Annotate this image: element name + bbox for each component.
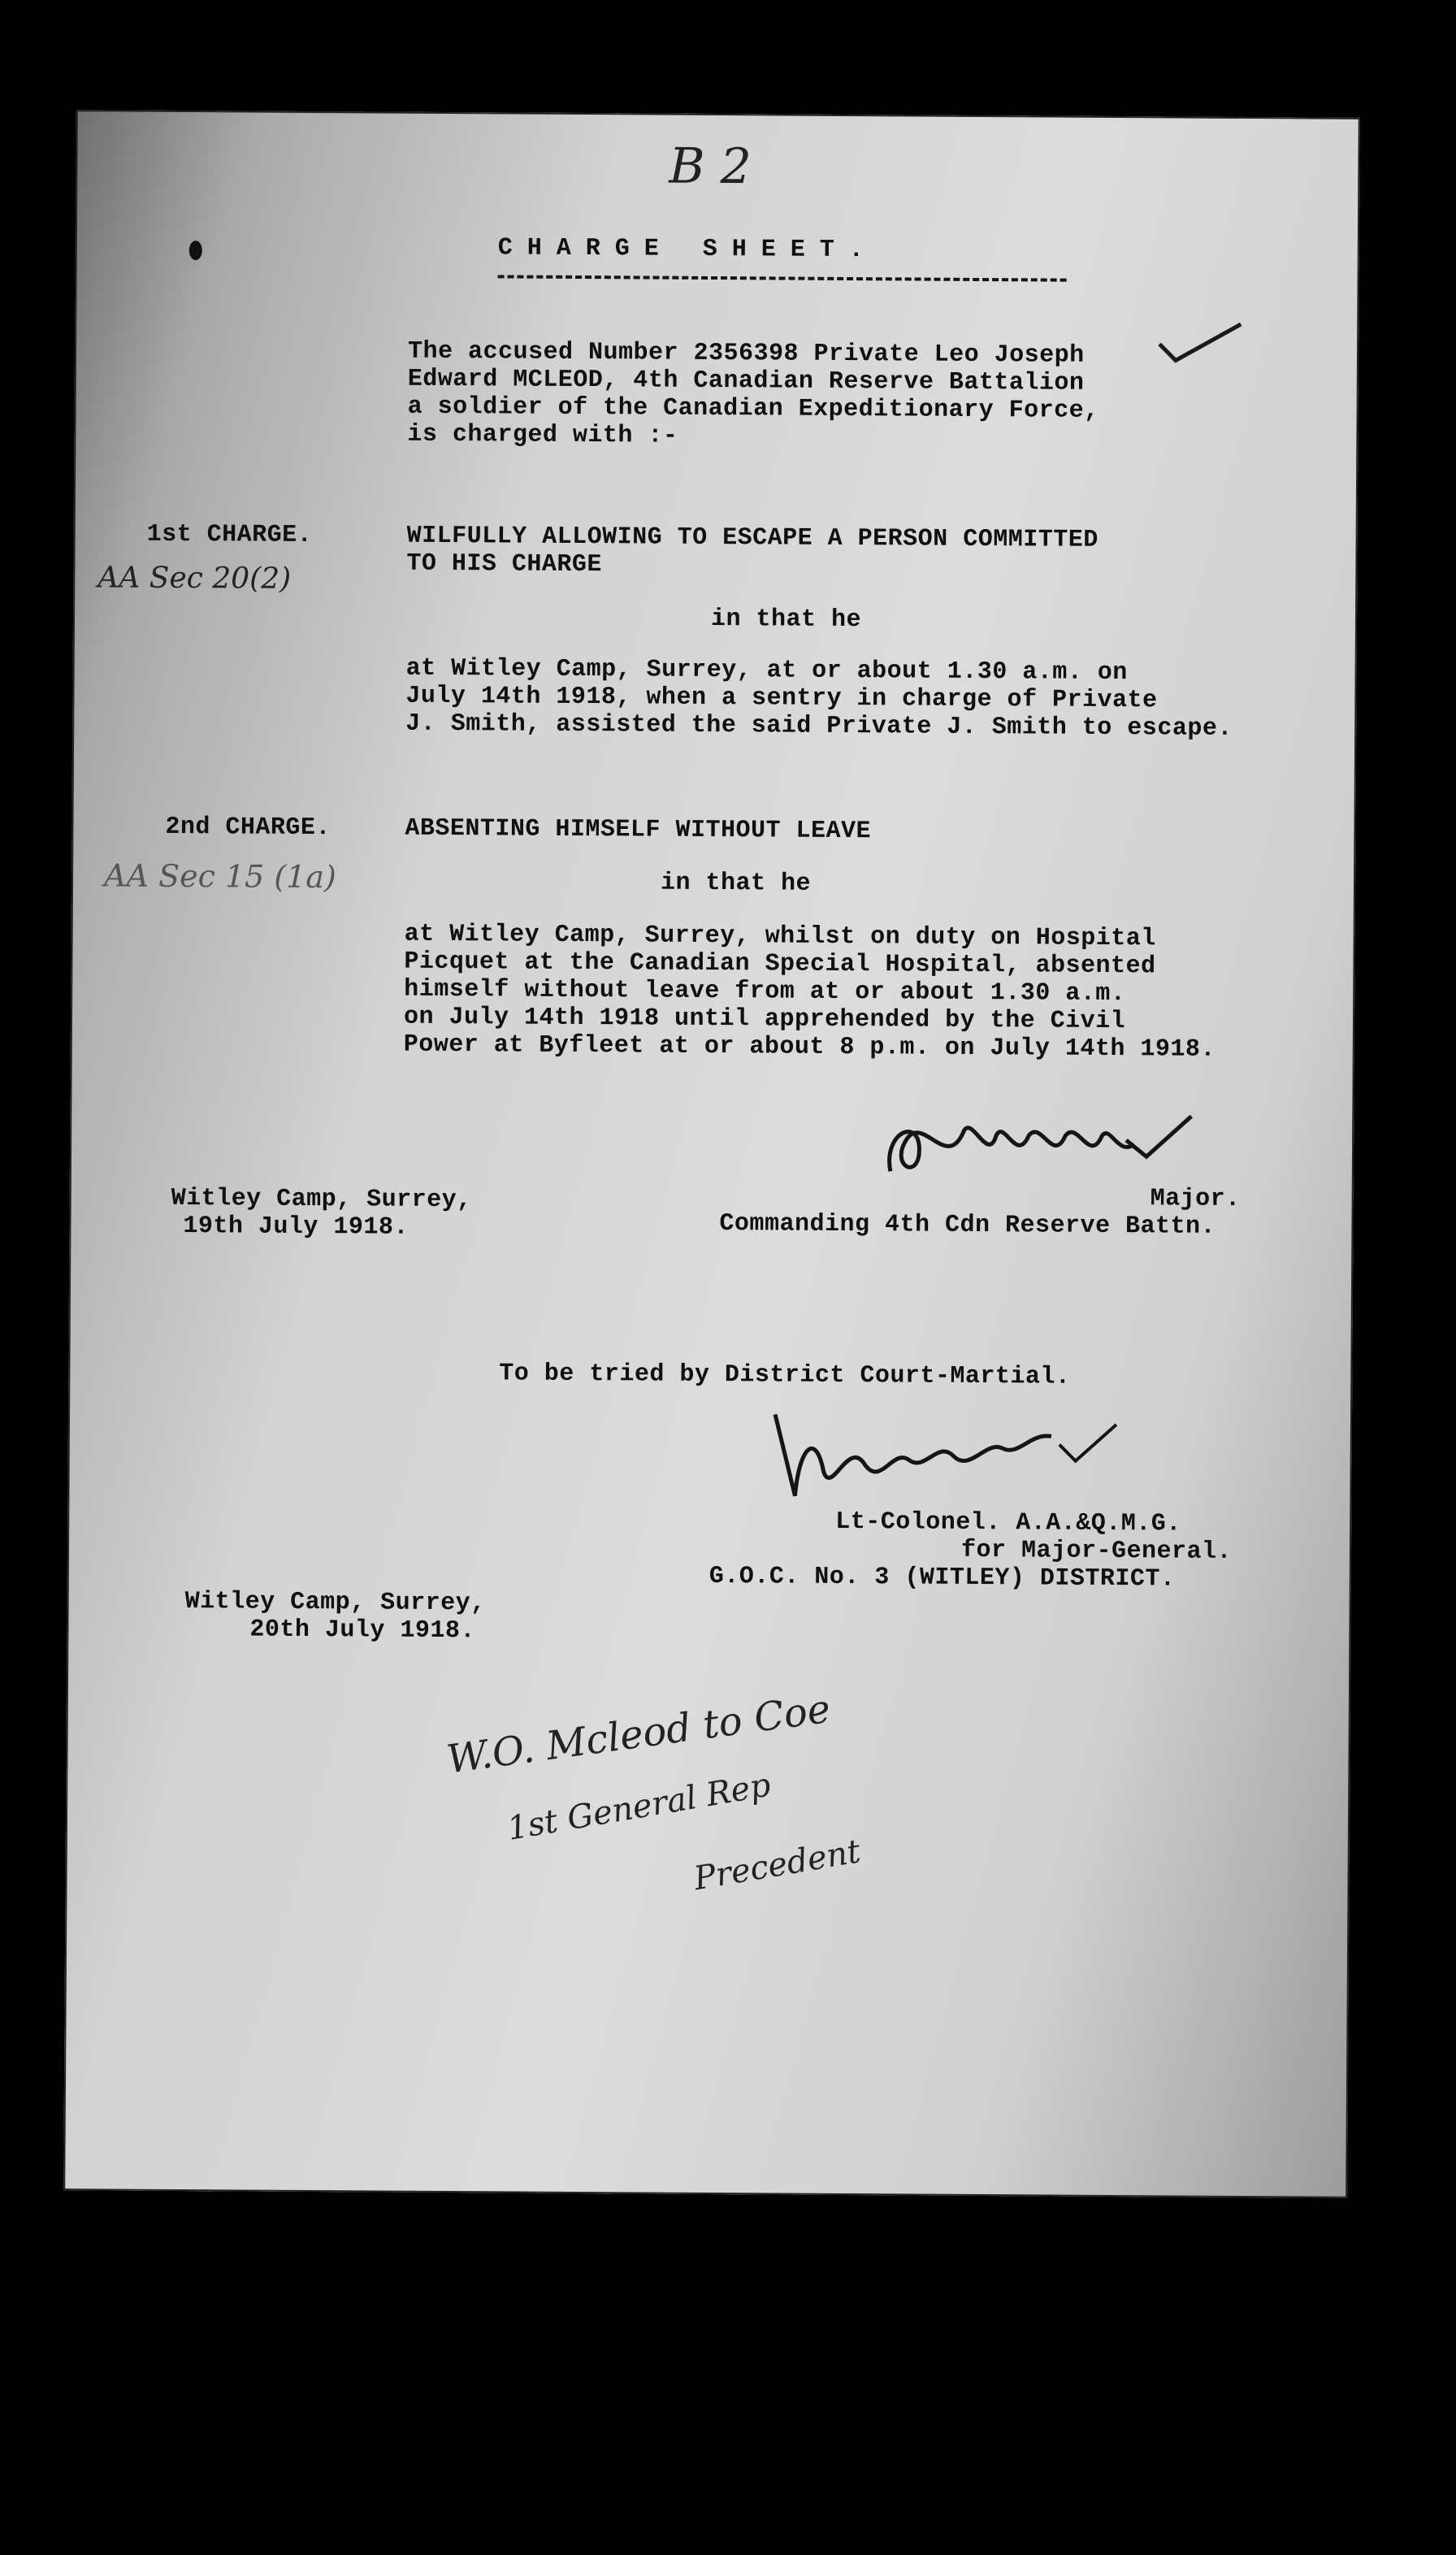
major-signature bbox=[874, 1098, 1200, 1189]
charge1-detail-line: at Witley Camp, Surrey, at or about 1.30 a.m. on bbox=[405, 654, 1128, 688]
charge2-handwritten-ref: AA Sec 15 (1a) bbox=[103, 857, 336, 896]
charge1-offence-line: WILFULLY ALLOWING TO ESCAPE A PERSON COMMITTED bbox=[406, 522, 1098, 554]
charge2-in-that: in that he bbox=[660, 869, 812, 898]
signature2-district: G.O.C. No. 3 (WITLEY) DISTRICT. bbox=[708, 1562, 1176, 1594]
signature1-rank: Major. bbox=[1150, 1185, 1241, 1213]
bottom-note-line: W.O. Mcleod to Coe bbox=[444, 1685, 834, 1783]
accused-line: a soldier of the Canadian Expeditionary Force, bbox=[407, 393, 1099, 425]
accused-line: Edward MCLEOD, 4th Canadian Reserve Battalion bbox=[407, 365, 1085, 397]
lt-colonel-signature bbox=[750, 1398, 1124, 1514]
charge2-detail-line: Picquet at the Canadian Special Hospital, absented bbox=[404, 948, 1156, 981]
charge1-handwritten-ref: AA Sec 20(2) bbox=[98, 561, 292, 596]
charge-sheet-document bbox=[63, 110, 1360, 2198]
signature2-for-line: for Major-General. bbox=[960, 1536, 1233, 1566]
charge1-detail-line: July 14th 1918, when a sentry in charge of Private bbox=[405, 682, 1158, 715]
charge1-in-that: in that he bbox=[710, 605, 862, 635]
punch-mark bbox=[189, 241, 202, 260]
trial-order: To be tried by District Court-Martial. bbox=[499, 1360, 1071, 1391]
signature1-title: Commanding 4th Cdn Reserve Battn. bbox=[719, 1210, 1216, 1241]
charge1-detail-line: J. Smith, assisted the said Private J. Smith to escape. bbox=[405, 709, 1233, 743]
bottom-note-line: 1st General Rep bbox=[505, 1766, 774, 1848]
charge2-detail-line: Power at Byfleet at or about 8 p.m. on July 14th 1918. bbox=[403, 1030, 1216, 1064]
charge1-label: 1st CHARGE. bbox=[146, 520, 313, 549]
accused-line: is charged with :- bbox=[407, 420, 678, 450]
charge2-detail-line: at Witley Camp, Surrey, whilst on duty on Hospital bbox=[404, 920, 1156, 953]
signature2-rank: Lt-Colonel. A.A.&Q.M.G. bbox=[835, 1507, 1181, 1538]
charge2-detail-line: himself without leave from at or about 1.30 a.m. bbox=[404, 975, 1126, 1009]
signature1-date: 19th July 1918. bbox=[183, 1212, 410, 1242]
signature2-date: 20th July 1918. bbox=[249, 1616, 476, 1646]
accused-line: The accused Number 2356398 Private Leo Joseph bbox=[407, 337, 1085, 370]
title-underline bbox=[498, 275, 1067, 281]
charge1-offence-line: TO HIS CHARGE bbox=[406, 549, 603, 579]
document-title: CHARGE SHEET. bbox=[497, 234, 878, 265]
charge2-offence: ABSENTING HIMSELF WITHOUT LEAVE bbox=[405, 814, 872, 846]
bottom-note-line: Precedent bbox=[691, 1833, 864, 1898]
signature1-place: Witley Camp, Surrey, bbox=[171, 1184, 472, 1215]
check-mark-icon bbox=[1155, 319, 1245, 369]
signature2-place: Witley Camp, Surrey, bbox=[184, 1588, 486, 1618]
charge2-detail-line: on July 14th 1918 until apprehended by the Civil bbox=[403, 1003, 1126, 1036]
top-handwritten-mark: B 2 bbox=[669, 137, 752, 196]
charge2-label: 2nd CHARGE. bbox=[165, 813, 332, 843]
